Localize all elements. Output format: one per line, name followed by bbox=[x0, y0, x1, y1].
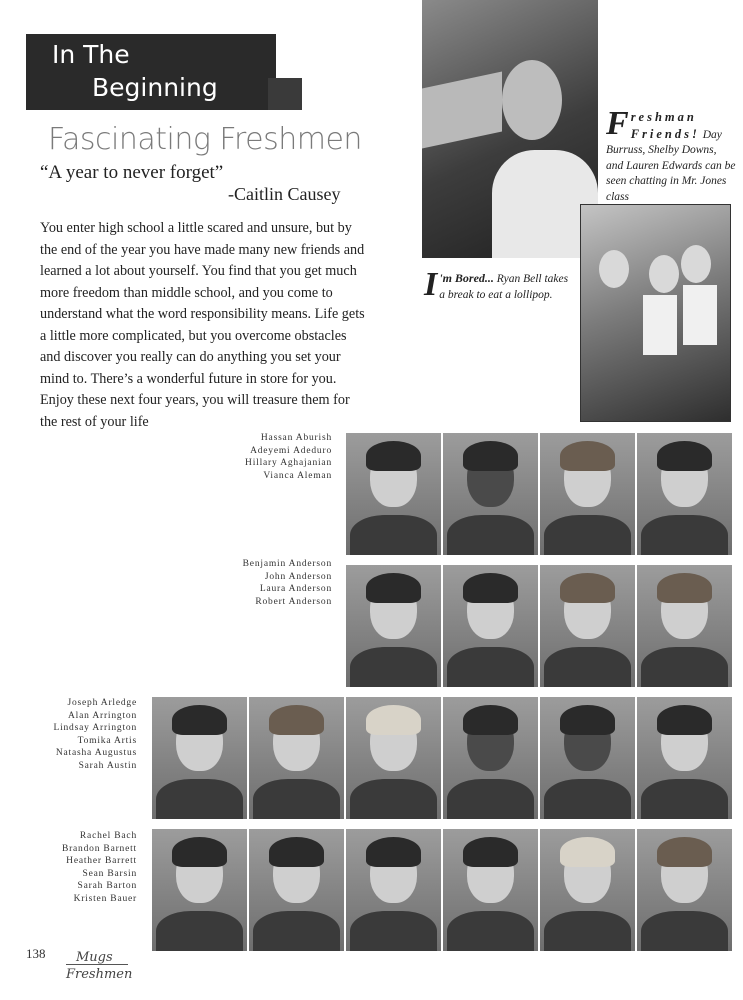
student-portrait bbox=[152, 829, 247, 951]
student-name: Brandon Barnett bbox=[61, 843, 137, 854]
student-name: Laura Anderson bbox=[259, 584, 332, 595]
student-name: Alan Arrington bbox=[68, 710, 137, 721]
caption-im-bored bbox=[424, 266, 574, 303]
student-name: Vianca Aleman bbox=[263, 470, 332, 481]
student-portrait bbox=[346, 829, 441, 951]
name-list-row2 bbox=[200, 558, 332, 608]
candid-photo-lollipop bbox=[422, 0, 598, 258]
caption-initial: F bbox=[606, 105, 629, 142]
student-portrait bbox=[540, 829, 635, 951]
student-name: Natasha Augustus bbox=[55, 748, 137, 759]
caption-text: Day Burruss, Shelby Downs, and Lauren Edwards can be seen chatting in Mr. Jones class bbox=[606, 128, 736, 203]
student-portrait bbox=[346, 433, 441, 555]
student-name: Sarah Barton bbox=[77, 881, 137, 892]
student-name: Hillary Aghajanian bbox=[245, 458, 332, 469]
student-portrait bbox=[540, 565, 635, 687]
student-name: Kristen Bauer bbox=[73, 893, 137, 904]
caption-freshman-friends bbox=[606, 105, 736, 205]
student-portrait bbox=[443, 565, 538, 687]
student-name: Tomika Artis bbox=[77, 735, 137, 746]
student-portrait bbox=[540, 433, 635, 555]
student-name: Adeyemi Adeduro bbox=[250, 445, 332, 456]
name-list-row1 bbox=[200, 432, 332, 482]
student-name: John Anderson bbox=[264, 571, 332, 582]
caption-lead: reshman Friends! bbox=[630, 110, 700, 141]
footer-divider bbox=[66, 964, 128, 965]
student-name: Joseph Arledge bbox=[67, 698, 137, 708]
banner-title-line1: In The bbox=[52, 40, 130, 69]
candid-photo-friends bbox=[580, 204, 731, 422]
student-portrait bbox=[346, 697, 441, 819]
caption-initial: I bbox=[424, 266, 438, 303]
student-name: Heather Barrett bbox=[66, 856, 137, 867]
caption-lead: 'm Bored... bbox=[439, 271, 494, 285]
student-portrait bbox=[346, 565, 441, 687]
student-name: Sarah Austin bbox=[78, 760, 137, 771]
student-portrait bbox=[152, 697, 247, 819]
name-list-row3 bbox=[20, 697, 137, 773]
student-portrait bbox=[637, 433, 732, 555]
student-name: Sean Barsin bbox=[82, 868, 137, 879]
banner-title-line2: Beginning bbox=[92, 73, 218, 102]
quote-author: -Caitlin Causey bbox=[228, 184, 341, 204]
banner-stripe bbox=[268, 78, 302, 110]
page-number: 138 bbox=[26, 946, 46, 961]
caption-text: Ryan Bell takes a break to eat a lollipop. bbox=[439, 273, 569, 301]
student-portrait bbox=[249, 829, 344, 951]
student-name: Hassan Aburish bbox=[260, 433, 332, 443]
student-name: Robert Anderson bbox=[255, 596, 332, 607]
student-name: Benjamin Anderson bbox=[242, 559, 332, 569]
student-portrait bbox=[637, 697, 732, 819]
intro-paragraph: You enter high school a little scared and unsure, but by the end of the year you have made many new friends and learned a lot about yourself. You find that you get much more freedom than middle school, and you come to understand what the word responsibility means. Life gets a little more complicated, but you overcome obstacles and discover you really can do anything you set your mind to. There’s a wonderful future in store for you. Enjoy these next four years, you will treasure them for the rest of your life bbox=[40, 220, 365, 430]
student-name: Rachel Bach bbox=[79, 831, 137, 841]
student-portrait bbox=[443, 433, 538, 555]
student-portrait bbox=[443, 697, 538, 819]
student-portrait bbox=[637, 829, 732, 951]
student-portrait bbox=[540, 697, 635, 819]
quote-text: “A year to never forget” bbox=[40, 162, 224, 183]
page-subtitle: Fascinating Freshmen bbox=[48, 122, 362, 157]
footer-section-title: Mugs bbox=[76, 950, 113, 965]
student-portrait bbox=[249, 697, 344, 819]
name-list-row4 bbox=[20, 830, 137, 906]
student-name: Lindsay Arrington bbox=[53, 723, 137, 734]
student-portrait bbox=[443, 829, 538, 951]
student-portrait bbox=[637, 565, 732, 687]
footer-section-subtitle: Freshmen bbox=[66, 967, 133, 982]
